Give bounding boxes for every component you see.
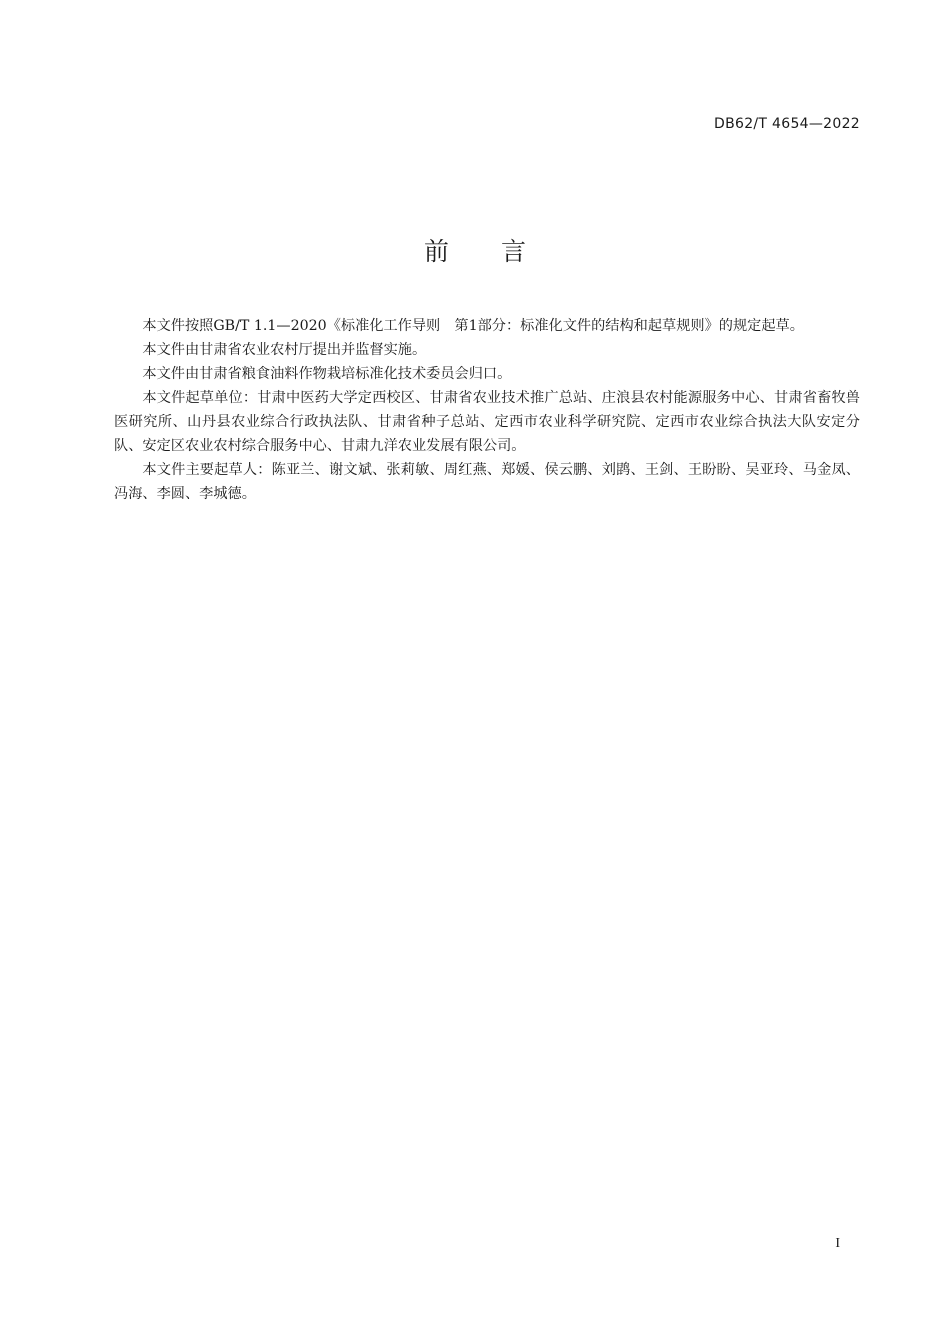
title-char-1: 前 (423, 237, 449, 266)
paragraph-drafting-units: 本文件起草单位：甘肃中医药大学定西校区、甘肃省农业技术推广总站、庄浪县农村能源服务中心、甘肃省畜牧兽医研究所、山丹县农业综合行政执法队、甘肃省种子总站、定西市农业科学研究院、定西市农业综合执法大队安定分队、安定区农业农村综合服务中心、甘肃九洋农业发展有限公司。 (114, 390, 860, 454)
page-title (0, 232, 950, 268)
paragraph-proposer: 本文件由甘肃省农业农村厅提出并监督实施。 (142, 342, 427, 358)
paragraph-committee: 本文件由甘肃省粮食油料作物栽培标准化技术委员会归口。 (142, 366, 512, 382)
title-char-2: 言 (501, 237, 527, 266)
paragraph-drafters: 本文件主要起草人：陈亚兰、谢文斌、张莉敏、周红燕、郑媛、侯云鹏、刘鹍、王剑、王盼盼、吴亚玲、马金凤、冯海、李圆、李城德。 (114, 462, 860, 502)
page-number: I (835, 1236, 840, 1251)
standard-code: DB62/T 4654—2022 (714, 116, 860, 132)
paragraph-drafting-basis: 本文件按照GB/T 1.1—2020《标准化工作导则 第1部分：标准化文件的结构和起草规则》的规定起草。 (142, 318, 804, 334)
foreword-body (114, 314, 860, 506)
